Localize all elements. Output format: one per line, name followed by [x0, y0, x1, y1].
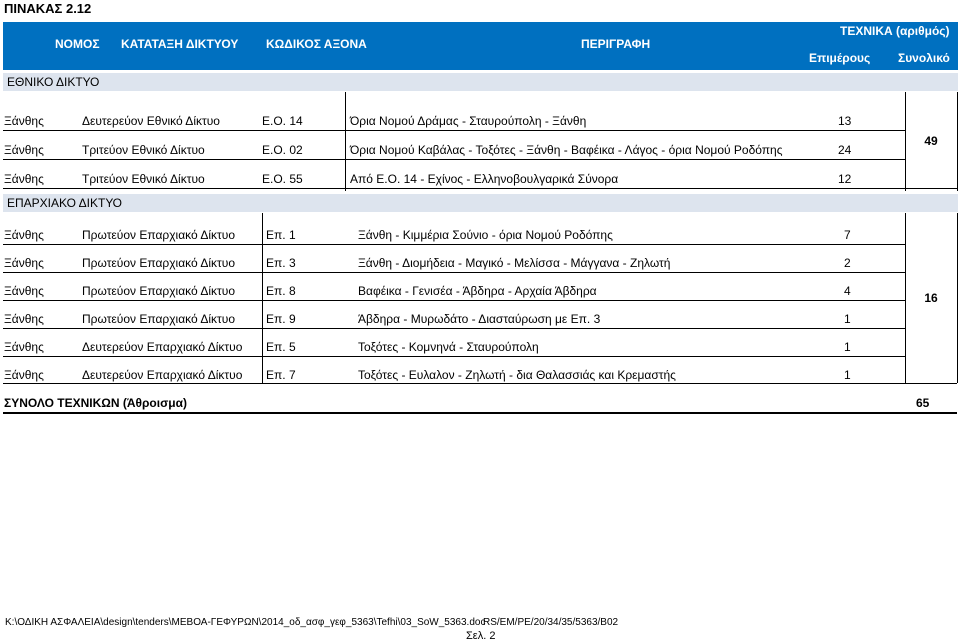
table-row: [0, 364, 960, 384]
row-underline: [3, 383, 957, 384]
cell-katataxi: Πρωτεύον Επαρχιακό Δίκτυο: [82, 228, 235, 242]
cell-perigrafi: Τοξότες - Ευλαλον - Ζηλωτή - δια Θαλασσιάς και Κρεμαστής: [358, 368, 676, 382]
table-title: ΠΙΝΑΚΑΣ 2.12: [4, 1, 92, 16]
cell-nomos: Ξάνθης: [4, 228, 44, 242]
cell-katataxi: Δευτερεύον Επαρχιακό Δίκτυο: [82, 340, 243, 354]
cell-katataxi: Δευτερεύον Εθνικό Δίκτυο: [82, 114, 220, 128]
header-epimerous: Επιμέρους: [809, 51, 871, 65]
cell-nomos: Ξάνθης: [4, 256, 44, 270]
row-underline: [3, 130, 905, 131]
total-label: ΣΥΝΟΛΟ ΤΕΧΝΙΚΩΝ (Άθροισμα): [4, 396, 188, 410]
table-row: [0, 308, 960, 328]
table-row: [0, 336, 960, 356]
row-underline: [3, 356, 905, 357]
section-title: ΕΠΑΡΧΙΑΚΟ ΔΙΚΤΥΟ: [7, 196, 123, 210]
cell-perigrafi: Τοξότες - Κομνηνά - Σταυρούπολη: [358, 340, 539, 354]
cell-count: 1: [844, 368, 851, 382]
cell-perigrafi: Όρια Νομού Δράμας - Σταυρούπολη - Ξάνθη: [350, 114, 587, 128]
footer-ref: RS/EM/PE/20/34/35/5363/B02: [483, 617, 619, 628]
table-row: [0, 139, 960, 159]
table-row: [0, 168, 960, 188]
cell-perigrafi: Άβδηρα - Μυρωδάτο - Διασταύρωση με Επ. 3: [358, 312, 601, 326]
page-number: Σελ. 2: [466, 630, 496, 642]
cell-perigrafi: Ξάνθη - Διομήδεια - Μαγικό - Μελίσσα - Μάγγανα - Ζηλωτή: [358, 256, 671, 270]
table-row: [0, 110, 960, 130]
section-title: ΕΘΝΙΚΟ ΔΙΚΤΥΟ: [7, 75, 100, 89]
header-synoliko: Συνολικό: [898, 51, 950, 65]
cell-kodikos: Επ. 5: [266, 340, 296, 354]
cell-katataxi: Τριτεύον Εθνικό Δίκτυο: [82, 172, 205, 186]
row-underline: [3, 328, 905, 329]
cell-nomos: Ξάνθης: [4, 143, 44, 157]
row-underline: [3, 300, 905, 301]
cell-nomos: Ξάνθης: [4, 172, 44, 186]
header-nomos: ΝΟΜΟΣ: [55, 37, 100, 51]
cell-count: 1: [844, 340, 851, 354]
cell-katataxi: Τριτεύον Εθνικό Δίκτυο: [82, 143, 205, 157]
cell-perigrafi: Όρια Νομού Καβάλας - Τοξότες - Ξάνθη - Βαφέικα - Λάγος - όρια Νομού Ροδόπης: [350, 143, 783, 157]
cell-nomos: Ξάνθης: [4, 340, 44, 354]
cell-kodikos: Ε.Ο. 55: [262, 172, 303, 186]
total-underline: [3, 412, 957, 414]
table-row: [0, 224, 960, 244]
row-underline: [3, 272, 905, 273]
header-kodikos: ΚΩΔΙΚΟΣ ΑΞΟΝΑ: [266, 37, 367, 51]
cell-nomos: Ξάνθης: [4, 368, 44, 382]
cell-nomos: Ξάνθης: [4, 312, 44, 326]
cell-kodikos: Ε.Ο. 14: [262, 114, 303, 128]
cell-count: 4: [844, 284, 851, 298]
section-eparxiako: [3, 194, 958, 212]
cell-kodikos: Επ. 1: [266, 228, 296, 242]
cell-count: 2: [844, 256, 851, 270]
row-underline: [3, 159, 905, 160]
row-underline: [3, 188, 957, 189]
cell-katataxi: Πρωτεύον Επαρχιακό Δίκτυο: [82, 256, 235, 270]
cell-kodikos: Επ. 7: [266, 368, 296, 382]
header-katataxi: ΚΑΤΑΤΑΞΗ ΔΙΚΤΥΟΥ: [121, 37, 239, 51]
cell-katataxi: Δευτερεύον Επαρχιακό Δίκτυο: [82, 368, 243, 382]
cell-katataxi: Πρωτεύον Επαρχιακό Δίκτυο: [82, 312, 235, 326]
cell-kodikos: Επ. 3: [266, 256, 296, 270]
group-total-eparxiako: 16: [924, 291, 938, 305]
table-header: [3, 22, 958, 70]
cell-nomos: Ξάνθης: [4, 284, 44, 298]
section-ethniko: [3, 73, 958, 91]
header-texnika: ΤΕΧΝΙΚΑ (αριθμός): [840, 24, 950, 38]
cell-count: 7: [844, 228, 851, 242]
cell-kodikos: Επ. 9: [266, 312, 296, 326]
row-underline: [3, 244, 905, 245]
group-total-ethniko: 49: [924, 134, 938, 148]
cell-nomos: Ξάνθης: [4, 114, 44, 128]
total-value: 65: [916, 396, 930, 410]
header-perigrafi: ΠΕΡΙΓΡΑΦΗ: [581, 37, 651, 51]
cell-perigrafi: Από Ε.Ο. 14 - Εχίνος - Ελληνοβουλγαρικά Σύνορα: [350, 172, 619, 186]
footer-path: K:\ΟΔΙΚΗ ΑΣΦΑΛΕΙΑ\design\tenders\ΜΕΒΟΑ-ΓΕΦΥΡΩΝ\2014_οδ_ασφ_γεφ_5363\Tefhi\03_SoW_5363.doc: [5, 617, 486, 628]
total-row: [0, 392, 960, 412]
cell-kodikos: Επ. 8: [266, 284, 296, 298]
cell-count: 1: [844, 312, 851, 326]
cell-kodikos: Ε.Ο. 02: [262, 143, 303, 157]
cell-count: 12: [838, 172, 852, 186]
cell-count: 13: [838, 114, 852, 128]
cell-count: 24: [838, 143, 852, 157]
cell-perigrafi: Ξάνθη - Κιμμέρια Σούνιο - όρια Νομού Ροδόπης: [358, 228, 613, 242]
table-row: [0, 280, 960, 300]
table-row: [0, 252, 960, 272]
cell-perigrafi: Βαφέικα - Γενισέα - Άβδηρα - Αρχαία Άβδηρα: [358, 284, 597, 298]
cell-katataxi: Πρωτεύον Επαρχιακό Δίκτυο: [82, 284, 235, 298]
